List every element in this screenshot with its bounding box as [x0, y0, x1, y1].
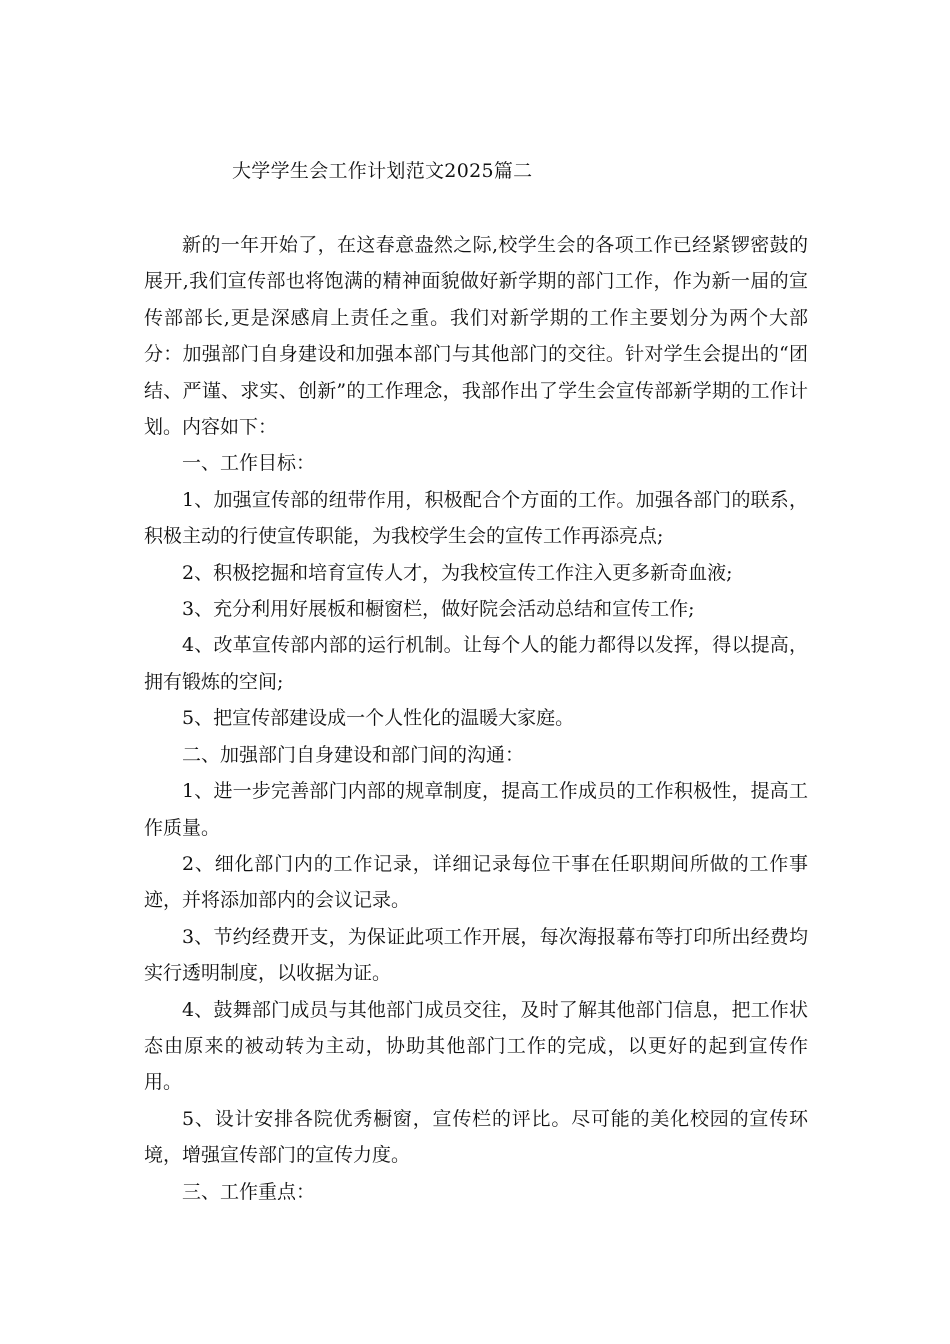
communication-item-4: 4、鼓舞部门成员与其他部门成员交往，及时了解其他部门信息，把工作状态由原来的被动转为主动，协助其他部门工作的完成，以更好的起到宣传作用。: [144, 998, 808, 1094]
paragraph-intro: 新的一年开始了，在这春意盎然之际,校学生会的各项工作已经紧锣密鼓的展开,我们宣传部也将饱满的精神面貌做好新学期的部门工作，作为新一届的宣传部部长,更是深感肩上责任之重。我们对新学期的工作主要划分为两个大部分：加强部门自身建设和加强本部门与其他部门的交往。针对学生会提出的“团结、严谨、求实、创新”的工作理念，我部作出了学生会宣传部新学期的工作计划。内容如下：: [144, 234, 808, 439]
communication-item-5: 5、设计安排各院优秀橱窗，宣传栏的评比。尽可能的美化校园的宣传环境，增强宣传部门的宣传力度。: [144, 1107, 808, 1167]
document-body: [144, 227, 808, 1210]
section-heading-focus: 三、工作重点：: [182, 1180, 316, 1203]
goal-item-5: 5、把宣传部建设成一个人性化的温暖大家庭。: [182, 707, 575, 730]
goal-item-2: 2、积极挖掘和培育宣传人才，为我校宣传工作注入更多新奇血液;: [182, 561, 733, 584]
communication-item-2: 2、细化部门内的工作记录，详细记录每位干事在任职期间所做的工作事迹，并将添加部内的会议记录。: [144, 852, 808, 912]
communication-item-3: 3、节约经费开支，为保证此项工作开展，每次海报幕布等打印所出经费均实行透明制度，以收据为证。: [144, 925, 808, 985]
document-title: 大学学生会工作计划范文2025篇二: [232, 160, 533, 182]
goal-item-1: 1、加强宣传部的纽带作用，积极配合个方面的工作。加强各部门的联系，积极主动的行使宣传职能，为我校学生会的宣传工作再添亮点;: [144, 488, 808, 548]
section-heading-goals: 一、工作目标：: [182, 452, 316, 475]
communication-item-1: 1、进一步完善部门内部的规章制度，提高工作成员的工作积极性，提高工作质量。: [144, 780, 808, 839]
goal-item-3: 3、充分利用好展板和橱窗栏，做好院会活动总结和宣传工作;: [182, 598, 695, 621]
section-heading-communication: 二、加强部门自身建设和部门间的沟通：: [182, 743, 525, 766]
goal-item-4: 4、改革宣传部内部的运行机制。让每个人的能力都得以发挥，得以提高，拥有锻炼的空间;: [144, 634, 808, 693]
